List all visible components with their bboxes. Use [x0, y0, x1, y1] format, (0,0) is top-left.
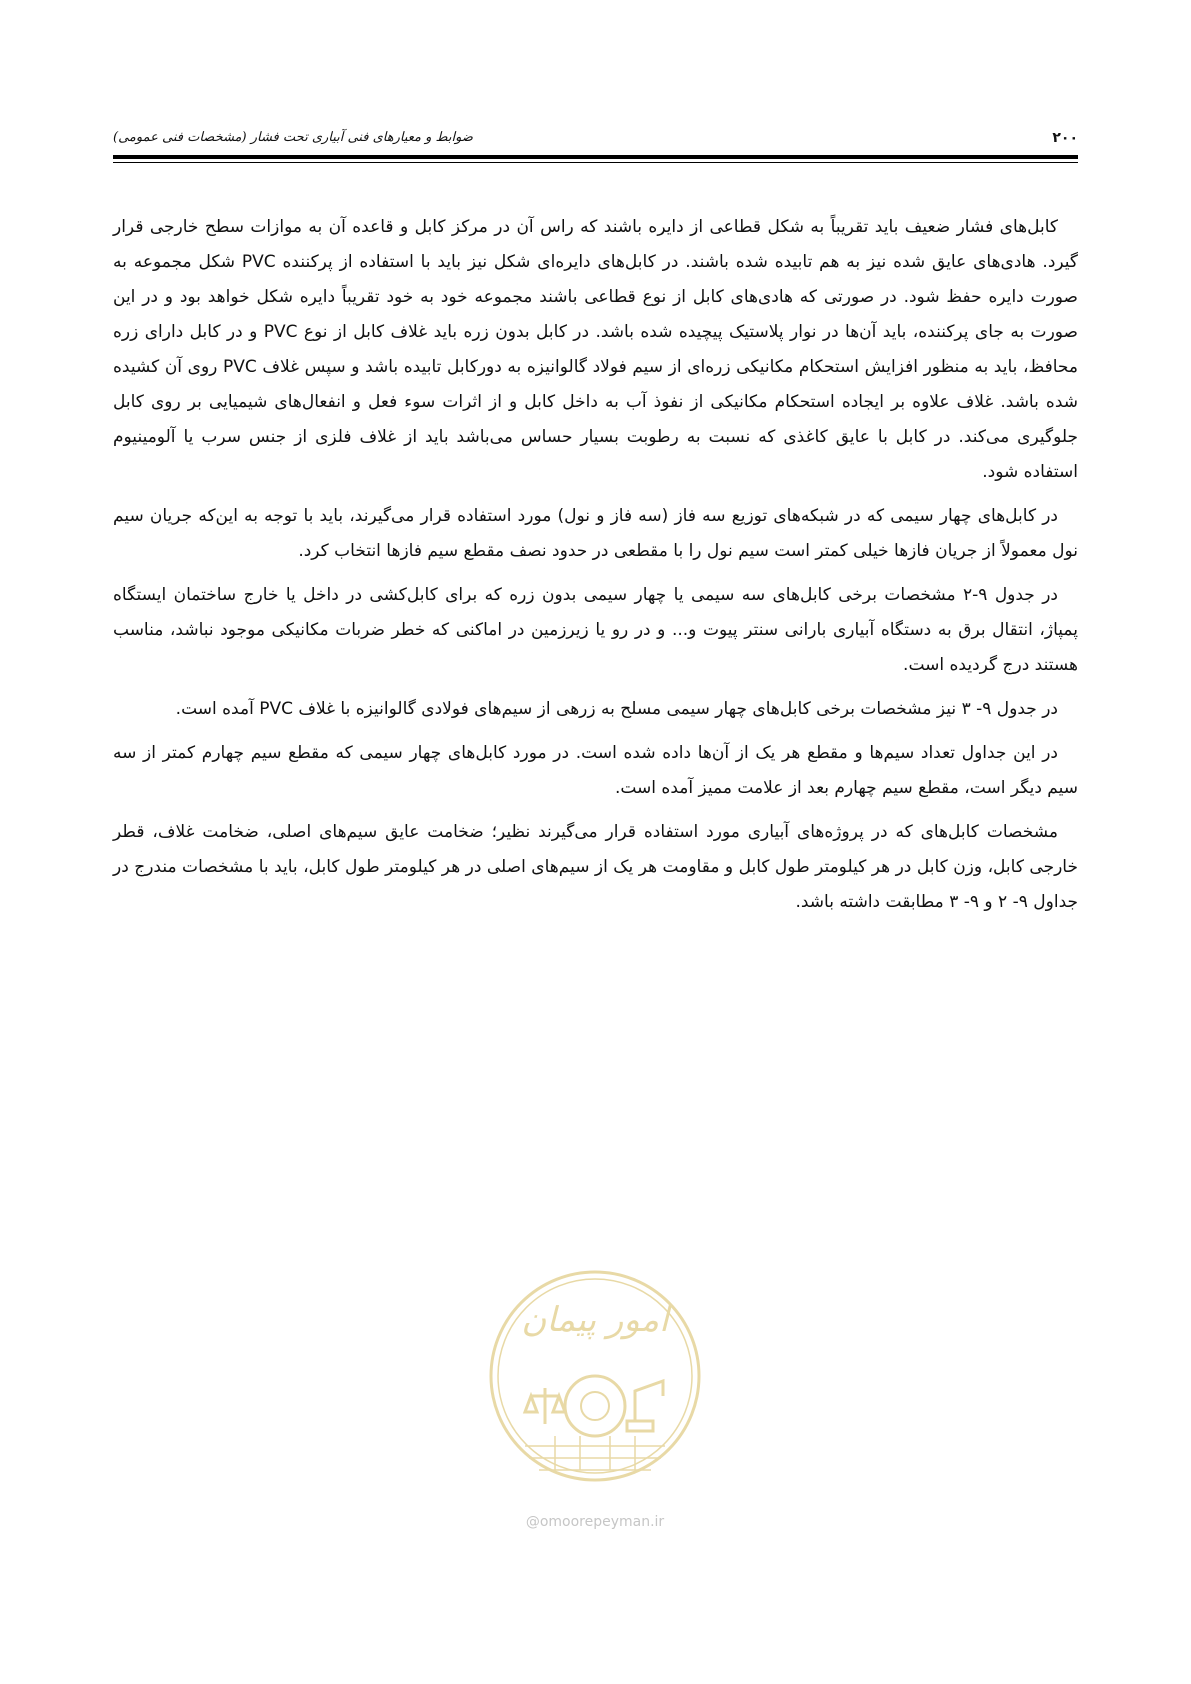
page-number: ۲۰۰ — [1052, 130, 1078, 146]
paragraph-four-wire-cables: در کابل‌های چهار سیمی که در شبکه‌های توزیع سه فاز (سه فاز و نول) مورد استفاده قرار می‌گیرند، باید با توجه به این‌که جریان سیم نول معمولاً از جریان فازها خیلی کمتر است سیم نول را با مقطعی در حدود نصف مقطع سیم فازها انتخاب کرد. — [113, 506, 1078, 561]
watermark-url: @omoorepeyman.ir — [525, 1514, 665, 1530]
header-rule-thin — [113, 162, 1078, 163]
paragraph-wire-sections: در این جداول تعداد سیم‌ها و مقطع هر یک از آن‌ها داده شده است. در مورد کابل‌های چهار سیمی که مقطع سیم چهارم کمتر از سه سیم دیگر است، مقطع سیم چهارم بعد از علامت ممیز آمده است. — [113, 743, 1078, 798]
body-text — [113, 210, 1078, 929]
paragraph-cable-construction: کابل‌های فشار ضعیف باید تقریباً به شکل قطاعی از دایره باشند که راس آن در مرکز کابل و قاعده آن به موازات سطح خارجی قرار گیرد. هادی‌های عایق شده نیز به هم تابیده شده باشند. در کابل‌های دایره‌ای شکل نیز باید با استفاده از پرکننده PVC شکل مجموعه به صورت دایره حفظ شود. در صورتی که هادی‌های کابل از نوع قطاعی باشند مجموعه خود به خود تقریباً دایره شکل خواهد بود و در این صورت به جای پرکننده، باید آن‌ها در نوار پلاستیک پیچیده شده باشد. در کابل بدون زره باید غلاف کابل از نوع PVC و در کابل دارای زره محافظ، باید به منظور افزایش استحکام مکانیکی زره‌ای از سیم فولاد گالوانیزه به دورکابل تابیده باشد و سپس غلاف PVC روی آن کشیده شده باشد. غلاف علاوه بر ایجاده استحکام مکانیکی از نفوذ آب به داخل کابل و از اثرات سوء فعل و انفعال‌های شیمیایی بر روی کابل جلوگیری می‌کند. در کابل با عایق کاغذی که نسبت به رطوبت بسیار حساس می‌باشد باید از غلاف فلزی از جنس سرب یا آلومینیوم استفاده شود. — [113, 217, 1079, 482]
watermark-logo — [485, 1256, 705, 1506]
paragraph-table-9-3: در جدول ۹- ۳ نیز مشخصات برخی کابل‌های چهار سیمی مسلح به زرهی از سیم‌های فولادی گالوانیزه با غلاف PVC آمده است. — [175, 699, 1058, 719]
header-rule-thick — [113, 155, 1078, 159]
paragraph-cable-specs: مشخصات کابل‌های که در پروژه‌های آبیاری مورد استفاده قرار می‌گیرند نظیر؛ ضخامت عایق سیم‌های اصلی، ضخامت غلاف، قطر خارجی کابل، وزن کابل در هر کیلومتر طول کابل و مقاومت هر یک از سیم‌های اصلی در هر کیلومتر طول کابل، باید با مشخصات مندرج در جداول ۹- ۲ و ۹- ۳ مطابقت داشته باشد. — [113, 822, 1078, 912]
running-title: ضوابط و معیارهای فنی آبیاری تحت فشار (مشخصات فنی عمومی) — [113, 130, 473, 145]
watermark — [485, 1256, 705, 1546]
paragraph-table-9-2: در جدول ۹-۲ مشخصات برخی کابل‌های سه سیمی یا چهار سیمی بدون زره که برای کابل‌کشی در داخل یا خارج ساختمان ایستگاه پمپاژ، انتقال برق به دستگاه آبیاری بارانی سنتر پیوت و... و در رو یا زیرزمین در اماکنی که خطر ضربات مکانیکی موجود نباشد، مناسب هستند درج گردیده است. — [113, 585, 1078, 675]
watermark-logo-text: امور پیمان — [521, 1300, 669, 1340]
page-header — [113, 128, 1078, 158]
